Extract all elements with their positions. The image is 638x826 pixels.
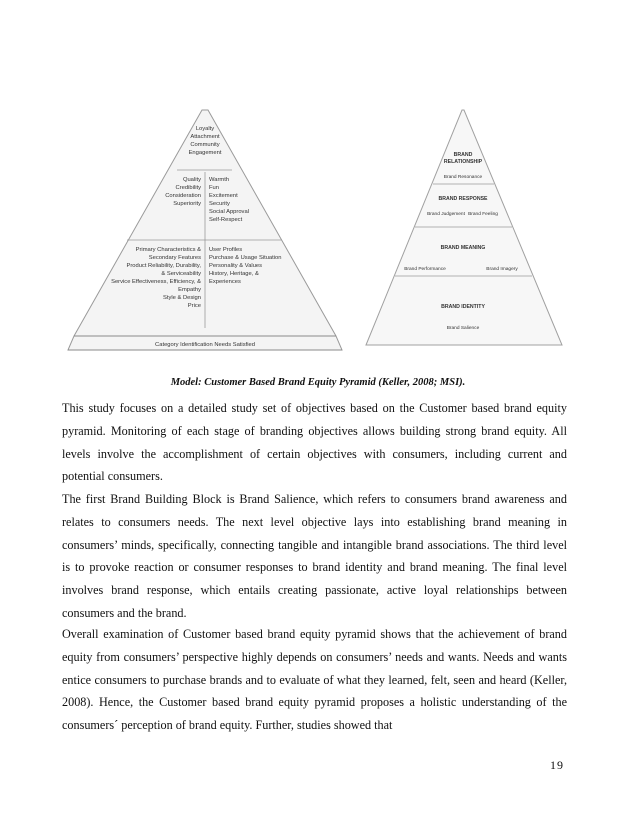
tier-item: Style & Design [162, 295, 201, 301]
tier-item: Secondary Features [148, 255, 201, 261]
left-pyramid [68, 110, 342, 350]
tier-item: Primary Characteristics & [135, 247, 201, 253]
pyramid-base-label: Category Identification Needs Satisfied [155, 342, 255, 348]
brand-response-title: BRAND RESPONSE [438, 196, 488, 202]
tier-item: Product Reliability, Durability, [126, 263, 201, 269]
tier-item: History, Heritage, & [209, 271, 259, 277]
brand-relationship-title: BRAND [453, 152, 473, 158]
page-number: 19 [550, 758, 564, 772]
tier-item: Quality [182, 177, 201, 183]
tier-item: Self-Respect [209, 217, 243, 223]
tier-item: Excitement [209, 193, 238, 199]
body-paragraph: This study focuses on a detailed study set of objectives based on the Customer based brand equity pyramid. Monitoring of each stage of branding objectives allows building strong brand equity. All levels involve the accomplishment of certain objectives with consumers, including current and potential consumers. [62, 401, 567, 484]
tier-item: Empathy [178, 287, 201, 293]
tier-item: Consideration [165, 193, 201, 199]
tier-item: Warmth [209, 177, 230, 183]
tier-item: Attachment [190, 134, 220, 140]
tier-item: Loyalty [195, 126, 215, 132]
tier-item: Security [209, 201, 230, 207]
brand-identity-title: BRAND IDENTITY [441, 304, 485, 310]
brand-resonance-label: Brand Resonance [443, 175, 483, 180]
figure-caption: Model: Customer Based Brand Equity Pyramid (Keller, 2008; MSI). [170, 377, 466, 388]
tier-item: Engagement [188, 150, 222, 156]
tier-item: Superiority [173, 201, 201, 207]
tier-item: Community [190, 142, 220, 148]
brand-equity-pyramid-figure [62, 100, 572, 360]
right-pyramid [366, 110, 562, 345]
tier-item: Purchase & Usage Situation [209, 255, 282, 261]
tier-item: Personality & Values [209, 263, 263, 269]
tier-item: Fun [209, 185, 219, 191]
tier-item: Service Effectiveness, Efficiency, & [111, 279, 201, 285]
brand-imagery-label: Brand Imagery [486, 267, 518, 272]
brand-meaning-title: BRAND MEANING [440, 245, 486, 251]
brand-relationship-title: RELATIONSHIP [443, 159, 483, 165]
tier-item: & Serviceability [161, 271, 201, 277]
brand-performance-label: Brand Performance [404, 267, 446, 272]
brand-feeling-label: Brand Feeling [468, 212, 498, 217]
tier-item: Social Approval [209, 209, 249, 215]
body-paragraph: The first Brand Building Block is Brand Salience, which refers to consumers brand awareness and relates to consumers needs. The next level objective lays into establishing brand meaning in consumers’ minds, specifically, connecting tangible and intangible brand associations. The third level is to provoke reaction or consumer responses to brand identity and brand meaning. The final level involves brand response, which entails creating passionate, active loyal relationships between consumers and the brand. [62, 492, 567, 620]
tier-item: Experiences [209, 279, 241, 285]
brand-judgement-label: Brand Judgement [427, 212, 465, 217]
tier-item: User Profiles [209, 247, 243, 253]
body-paragraph: Overall examination of Customer based brand equity pyramid shows that the achievement of brand equity from consumers’ perspective highly depends on consumers’ needs and wants. Needs and wants entice consumers to purchase brands and to evaluate of what they learned, felt, seen and heard (Keller, 2008). Hence, the Customer based brand equity pyramid proposes a holistic understanding of the consumers´ perception of brand equity. Further, studies showed that [62, 627, 567, 733]
brand-salience-label: Brand Salience [446, 326, 480, 331]
tier-item: Price [187, 303, 201, 309]
tier-item: Credibility [175, 185, 201, 191]
